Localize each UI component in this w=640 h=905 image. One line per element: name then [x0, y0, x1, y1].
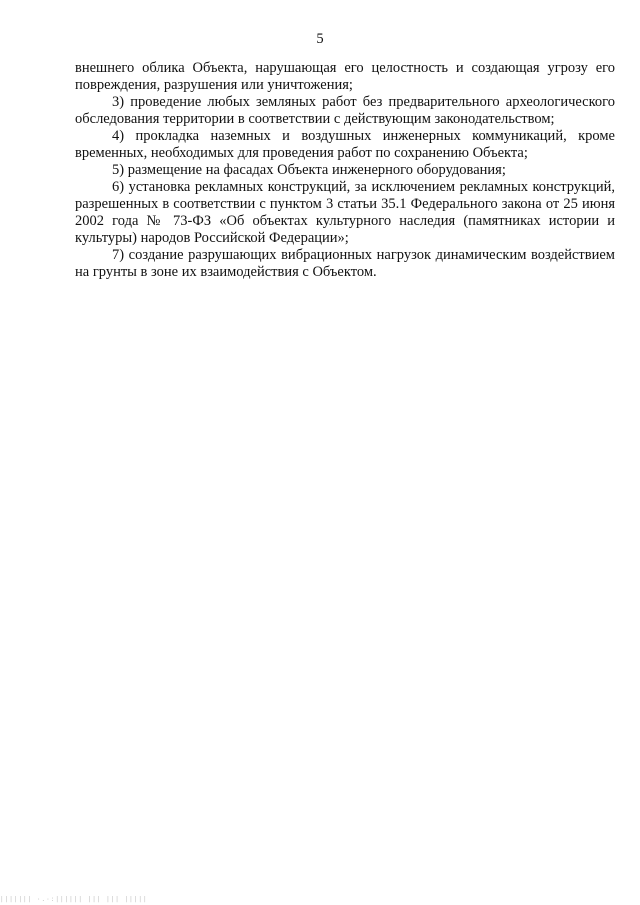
scan-artifact: ||||||| ·.·:|||||| ||| ||| |||||: [0, 896, 148, 903]
paragraph-item-4: 4) прокладка наземных и воздушных инженерных коммуникаций, кроме временных, необходимых для проведения работ по сохранению Объекта;: [75, 128, 615, 161]
page-number: 5: [316, 31, 324, 47]
paragraph-item-3: 3) проведение любых земляных работ без предварительного археологического обследования территории в соответствии с действующим законодательством;: [75, 94, 615, 127]
paragraph-item-7: 7) создание разрушающих вибрационных нагрузок динамическим воздействием на грунты в зоне их взаимодействия с Объектом.: [75, 247, 615, 280]
paragraph-item-6: 6) установка рекламных конструкций, за исключением рекламных конструкций, разрешенных в соответствии с пунктом 3 статьи 35.1 Федерального закона от 25 июня 2002 года № 73-ФЗ «Об объектах культурного наследия (памятниках истории и культуры) народов Российской Федерации»;: [75, 179, 615, 246]
document-body: [75, 60, 615, 281]
paragraph-continuation: внешнего облика Объекта, нарушающая его целостность и создающая угрозу его повреждения, разрушения или уничтожения;: [75, 60, 615, 93]
paragraph-item-5: 5) размещение на фасадах Объекта инженерного оборудования;: [112, 162, 506, 178]
